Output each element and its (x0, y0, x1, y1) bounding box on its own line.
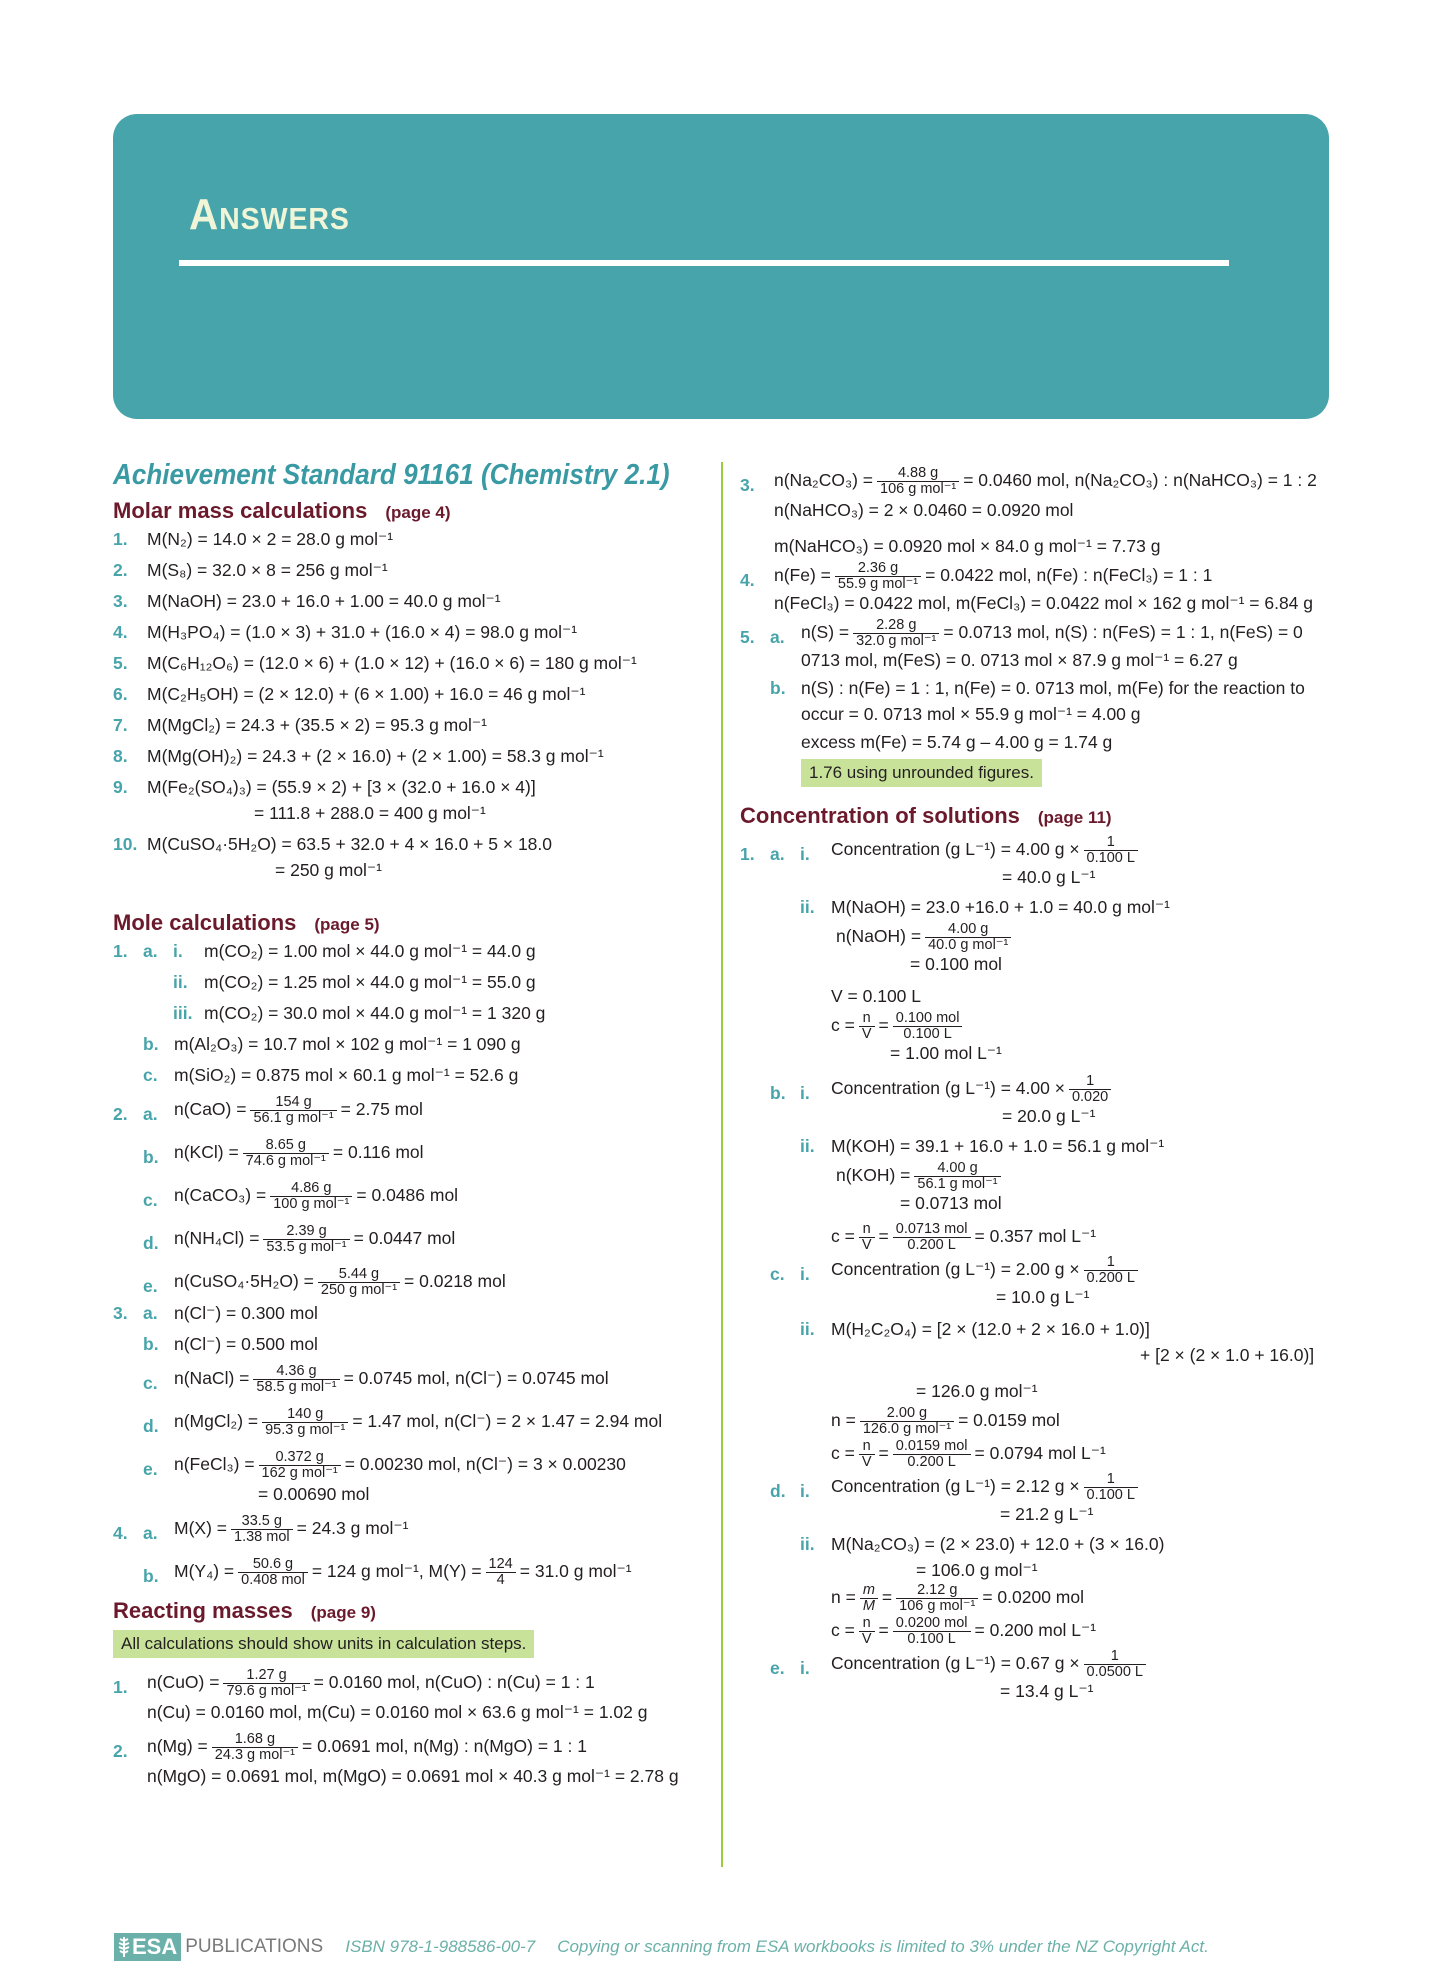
isbn: ISBN 978-1-988586-00-7 (345, 1937, 536, 1956)
answer-item: b. M(Y₄) = 50.6 g 0.408 mol = 124 g mol⁻¹, M(Y) = $\frac{124}{4}$ = 31.0 g mol⁻¹ (143, 1556, 632, 1588)
answer-item: b. i. Concentration (g L⁻¹) = 4.00 × $\frac{1}{0.020}$ (740, 1074, 1350, 1105)
answer-item: d. n(MgCl₂) = 140 g 95.3 g mol⁻¹ = 1.47 mol, n(Cl⁻) = 2 × 1.47 = 2.94 mol (143, 1406, 663, 1438)
answer-continuation: c = $\frac{n}{V}$ = 0.0200 mol 0.100 L = 0.200 mol L⁻¹ (831, 1615, 1097, 1647)
answer-item: 1. M(N₂) = 14.0 × 2 = 28.0 g mol⁻¹ (113, 529, 394, 549)
answer-item: e. n(CuSO₄·5H₂O) = 5.44 g 250 g mol⁻¹ = 0.0218 mol (143, 1266, 506, 1298)
answer-item: 3. n(Na₂CO₃) = 4.88 g 106 g mol⁻¹ = 0.0460 mol, n(Na₂CO₃) : n(NaHCO₃) = 1 : 2 (740, 465, 1317, 497)
banner-rule (179, 260, 1229, 266)
leaf-icon (116, 1935, 132, 1959)
answer-continuation: excess m(Fe) = 5.74 g – 4.00 g = 1.74 g (801, 732, 1113, 752)
answer-item: 1. a. i. m(CO₂) = 1.00 mol × 44.0 g mol⁻¹ = 44.0 g (113, 941, 536, 961)
answer-item: 6. M(C₂H₅OH) = (2 × 12.0) + (6 × 1.00) + 16.0 = 46 g mol⁻¹ (113, 684, 586, 704)
esa-logo: ESA (114, 1933, 181, 1961)
answer-continuation: c = $\frac{n}{V}$ = 0.0159 mol 0.200 L = 0.0794 mol L⁻¹ (831, 1438, 1106, 1470)
answer-item: b. n(KCl) = 8.65 g 74.6 g mol⁻¹ = 0.116 mol (143, 1137, 424, 1169)
answer-item: 7. M(MgCl₂) = 24.3 + (35.5 × 2) = 95.3 g mol⁻¹ (113, 715, 487, 735)
answer-item: 4. n(Fe) = 2.36 g 55.9 g mol⁻¹ = 0.0422 mol, n(Fe) : n(FeCl₃) = 1 : 1 (740, 560, 1213, 592)
answer-item: 8. M(Mg(OH)₂) = 24.3 + (2 × 16.0) + (2 × 1.00) = 58.3 g mol⁻¹ (113, 746, 604, 766)
answer-continuation: n = 2.00 g 126.0 g mol⁻¹ = 0.0159 mol (831, 1405, 1060, 1437)
answer-continuation: = 1.00 mol L⁻¹ (890, 1043, 1002, 1063)
standard-title: Achievement Standard 91161 (Chemistry 2.1) (113, 459, 670, 491)
section-heading-mole-calculations: Mole calculations (page 5) (113, 910, 380, 935)
section-heading-molar-mass: Molar mass calculations (page 4) (113, 498, 451, 523)
answer-continuation: m(NaHCO₃) = 0.0920 mol × 84.0 g mol⁻¹ = 7.73 g (774, 536, 1161, 556)
answer-continuation: = 106.0 g mol⁻¹ (916, 1560, 1038, 1580)
answer-continuation: + [2 × (2 × 1.0 + 16.0)] (1140, 1345, 1315, 1365)
answer-continuation: = 0.00690 mol (258, 1484, 370, 1504)
answer-continuation: n(KOH) = 4.00 g 56.1 g mol⁻¹ (740, 1161, 1350, 1192)
answer-item: 4. a. M(X) = 33.5 g 1.38 mol = 24.3 g mol⁻¹ (113, 1513, 409, 1545)
answer-item: 2. M(S₈) = 32.0 × 8 = 256 g mol⁻¹ (113, 560, 388, 580)
column-divider (721, 462, 723, 1867)
note-unrounded: 1.76 using unrounded figures. (801, 759, 1042, 787)
answers-banner (113, 114, 1329, 419)
answer-item: 2. a. n(CaO) = 154 g 56.1 g mol⁻¹ = 2.75 mol (113, 1094, 423, 1126)
answer-item: e. n(FeCl₃) = 0.372 g 162 g mol⁻¹ = 0.00230 mol, n(Cl⁻) = 3 × 0.00230 (143, 1449, 626, 1481)
answer-item: ii. M(H₂C₂O₄) = [2 × (12.0 + 2 × 16.0 + 1.0)] (800, 1319, 1150, 1339)
answer-item: iii. m(CO₂) = 30.0 mol × 44.0 g mol⁻¹ = 1 320 g (173, 1003, 546, 1023)
answer-item: e. i. Concentration (g L⁻¹) = 0.67 g × $\frac{1}{0.0500 L}$ (740, 1649, 1350, 1680)
right-column (740, 466, 1350, 1711)
left-column (113, 460, 713, 1796)
answer-continuation: n = $\frac{m}{M}$ = 2.12 g 106 g mol⁻¹ = 0.0200 mol (831, 1582, 1084, 1614)
answer-continuation: c = $\frac{n}{V}$ = 0.100 mol 0.100 L (740, 1011, 1350, 1042)
answer-continuation: n(Cu) = 0.0160 mol, m(Cu) = 0.0160 mol × 63.6 g mol⁻¹ = 1.02 g (147, 1702, 648, 1722)
answer-continuation: = 0.0713 mol (900, 1193, 1002, 1213)
answer-item: 5. M(C₆H₁₂O₆) = (12.0 × 6) + (1.0 × 12) + (16.0 × 6) = 180 g mol⁻¹ (113, 653, 637, 673)
answer-item: c. i. Concentration (g L⁻¹) = 2.00 g × $\frac{1}{0.200 L}$ (740, 1255, 1350, 1286)
answer-continuation: n(NaOH) = 4.00 g 40.0 g mol⁻¹ (740, 922, 1350, 953)
answer-item: 9. M(Fe₂(SO₄)₃) = (55.9 × 2) + [3 × (32.0 + 16.0 × 4)] (113, 777, 536, 797)
answer-continuation: = 10.0 g L⁻¹ (996, 1287, 1090, 1307)
footer (114, 1932, 1209, 1962)
answer-continuation: = 21.2 g L⁻¹ (1000, 1504, 1094, 1524)
note-units: All calculations should show units in calculation steps. (113, 1630, 534, 1658)
answer-item: c. m(SiO₂) = 0.875 mol × 60.1 g mol⁻¹ = 52.6 g (143, 1065, 519, 1085)
answer-continuation: = 126.0 g mol⁻¹ (916, 1381, 1038, 1401)
answer-continuation: c = $\frac{n}{V}$ = 0.0713 mol 0.200 L = 0.357 mol L⁻¹ (831, 1221, 1097, 1253)
answer-continuation: n(NaHCO₃) = 2 × 0.0460 = 0.0920 mol (774, 500, 1074, 520)
answer-item: 1. n(CuO) = 1.27 g 79.6 g mol⁻¹ = 0.0160 mol, n(CuO) : n(Cu) = 1 : 1 (113, 1667, 595, 1699)
answer-item: b. n(Cl⁻) = 0.500 mol (143, 1334, 318, 1354)
answer-continuation: = 40.0 g L⁻¹ (1002, 867, 1096, 887)
answer-item: d. n(NH₄Cl) = 2.39 g 53.5 g mol⁻¹ = 0.0447 mol (143, 1223, 456, 1255)
answer-item: 4. M(H₃PO₄) = (1.0 × 3) + 31.0 + (16.0 × 4) = 98.0 g mol⁻¹ (113, 622, 578, 642)
copyright-notice: Copying or scanning from ESA workbooks is limited to 3% under the NZ Copyright Act. (557, 1937, 1209, 1956)
answer-item: d. i. Concentration (g L⁻¹) = 2.12 g × $\frac{1}{0.100 L}$ (740, 1472, 1350, 1503)
answer-continuation: = 111.8 + 288.0 = 400 g mol⁻¹ (254, 803, 486, 823)
answer-item: b. m(Al₂O₃) = 10.7 mol × 102 g mol⁻¹ = 1 090 g (143, 1034, 521, 1054)
answer-item: c. n(CaCO₃) = 4.86 g 100 g mol⁻¹ = 0.0486 mol (143, 1180, 459, 1212)
answer-item: ii. m(CO₂) = 1.25 mol × 44.0 g mol⁻¹ = 55.0 g (173, 972, 536, 992)
answer-continuation: 0713 mol, m(FeS) = 0. 0713 mol × 87.9 g mol⁻¹ = 6.27 g (801, 650, 1238, 670)
answer-item: ii. M(NaOH) = 23.0 +16.0 + 1.0 = 40.0 g mol⁻¹ (800, 897, 1170, 917)
answer-item: ii. M(KOH) = 39.1 + 16.0 + 1.0 = 56.1 g mol⁻¹ (800, 1136, 1165, 1156)
answer-item: b. n(S) : n(Fe) = 1 : 1, n(Fe) = 0. 0713 mol, m(Fe) for the reaction to (770, 678, 1305, 698)
answer-continuation: = 0.100 mol (910, 954, 1002, 974)
answer-continuation: = 13.4 g L⁻¹ (1000, 1681, 1094, 1701)
answer-item: ii. M(Na₂CO₃) = (2 × 23.0) + 12.0 + (3 × 16.0) (800, 1534, 1165, 1554)
banner-title: Answers (189, 190, 350, 239)
section-heading-concentration: Concentration of solutions (page 11) (740, 803, 1112, 828)
answer-item: 5. a. n(S) = 2.28 g 32.0 g mol⁻¹ = 0.0713 mol, n(S) : n(FeS) = 1 : 1, n(FeS) = 0 (740, 617, 1303, 649)
answer-item: 1. a. i. Concentration (g L⁻¹) = 4.00 g × $\frac{1}{0.100 L}$ (740, 835, 1350, 866)
publisher-name: PUBLICATIONS (185, 1936, 324, 1957)
answer-continuation: = 20.0 g L⁻¹ (1002, 1106, 1096, 1126)
answer-item: c. n(NaCl) = 4.36 g 58.5 g mol⁻¹ = 0.0745 mol, n(Cl⁻) = 0.0745 mol (143, 1363, 609, 1395)
answer-continuation: n(FeCl₃) = 0.0422 mol, m(FeCl₃) = 0.0422 mol × 162 g mol⁻¹ = 6.84 g (774, 593, 1314, 613)
answer-continuation: = 250 g mol⁻¹ (275, 860, 382, 880)
answer-item: 3. a. n(Cl⁻) = 0.300 mol (113, 1303, 318, 1323)
answer-item: 10. M(CuSO₄·5H₂O) = 63.5 + 32.0 + 4 × 16.0 + 5 × 18.0 (113, 834, 553, 854)
answer-continuation: V = 0.100 L (831, 986, 922, 1006)
answer-continuation: n(MgO) = 0.0691 mol, m(MgO) = 0.0691 mol × 40.3 g mol⁻¹ = 2.78 g (147, 1766, 679, 1786)
section-heading-reacting-masses: Reacting masses (page 9) (113, 1598, 376, 1623)
answer-continuation: occur = 0. 0713 mol × 55.9 g mol⁻¹ = 4.00 g (801, 704, 1141, 724)
answer-item: 2. n(Mg) = 1.68 g 24.3 g mol⁻¹ = 0.0691 mol, n(Mg) : n(MgO) = 1 : 1 (113, 1731, 587, 1763)
answer-item: 3. M(NaOH) = 23.0 + 16.0 + 1.00 = 40.0 g mol⁻¹ (113, 591, 501, 611)
